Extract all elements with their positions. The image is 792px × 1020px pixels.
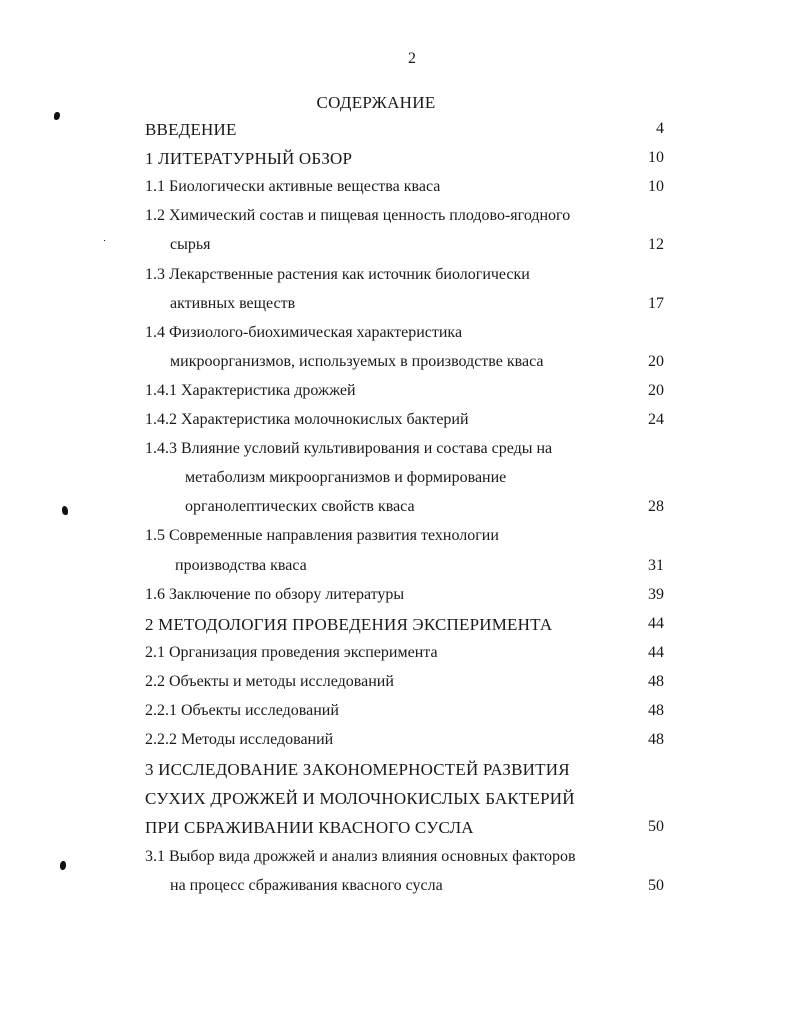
toc-entry-continuation: органолептических свойств кваса [185, 498, 415, 516]
toc-entry-title: ВВЕДЕНИЕ [145, 120, 237, 139]
toc-entry-page-number: 50 [648, 818, 664, 836]
toc-entry-title: 1.3 Лекарственные растения как источник биологически [145, 265, 530, 283]
toc-entry-continuation: метаболизм микроорганизмов и формирование [185, 469, 507, 487]
page-number: 2 [408, 50, 416, 67]
toc-entry-title: 1.6 Заключение по обзору литературы [145, 585, 405, 603]
toc-entry-page-number: 20 [648, 381, 664, 399]
toc-entry-page-number: 17 [648, 294, 664, 312]
toc-entry-page-number: 48 [648, 672, 664, 690]
toc-entry-page-number: 44 [648, 643, 664, 661]
toc-entry-title: 1.1 Биологически активные вещества кваса [145, 178, 441, 196]
toc-entry-title: 2 МЕТОДОЛОГИЯ ПРОВЕДЕНИЯ ЭКСПЕРИМЕНТА [145, 614, 553, 634]
scan-speck [54, 112, 60, 120]
toc-entry-title: 3 ИССЛЕДОВАНИЕ ЗАКОНОМЕРНОСТЕЙ РАЗВИТИЯ [145, 760, 570, 780]
toc-entry-continuation: СУХИХ ДРОЖЖЕЙ И МОЛОЧНОКИСЛЫХ БАКТЕРИЙ [145, 789, 575, 809]
toc-entry-page-number: 12 [648, 236, 664, 254]
toc-entry-continuation: на процесс сбраживания квасного сусла [170, 876, 443, 894]
toc-entry-page-number: 10 [648, 149, 664, 167]
toc-entry-continuation: активных веществ [170, 294, 296, 312]
toc-entry-title: 1.5 Современные направления развития технологии [145, 527, 499, 545]
toc-entry-page-number: 50 [648, 876, 664, 894]
toc-entry-page-number: 20 [648, 352, 664, 370]
toc-entry-page-number: 28 [648, 498, 664, 516]
toc-entry-title: 1.2 Химический состав и пищевая ценность плодово-ягодного [145, 207, 571, 225]
toc-entry-continuation: производства кваса [175, 556, 307, 574]
toc-entry-title: 2.2.2 Методы исследований [145, 731, 334, 749]
toc-entry-page-number: 10 [648, 178, 664, 196]
toc-entry-page-number: 48 [648, 731, 664, 749]
toc-entry-page-number: 31 [648, 556, 664, 574]
toc-entry-title: 1.4.3 Влияние условий культивирования и состава среды на [145, 440, 553, 458]
toc-entry-page-number: 48 [648, 702, 664, 719]
toc-entry-title: 3.1 Выбор вида дрожжей и анализ влияния основных факторов [145, 847, 576, 865]
scan-speck [62, 506, 68, 515]
toc-entry-title: 1.4.2 Характеристика молочнокислых бактерий [145, 411, 469, 428]
toc-entry-page-number: 24 [648, 411, 664, 428]
toc-entry-continuation: ПРИ СБРАЖИВАНИИ КВАСНОГО СУСЛА [145, 818, 474, 838]
scan-speck [60, 861, 66, 870]
toc-entry-title: 2.1 Организация проведения эксперимента [145, 643, 438, 661]
toc-entry-title: 1.4.1 Характеристика дрожжей [145, 381, 356, 399]
toc-entry-continuation: микроорганизмов, используемых в производстве кваса [170, 352, 544, 370]
toc-entry-title: 1.4 Физиолого-биохимическая характеристика [145, 323, 463, 341]
scan-speck [104, 240, 105, 241]
toc-title: СОДЕРЖАНИЕ [316, 93, 436, 112]
toc-entry-continuation: сырья [170, 236, 211, 254]
toc-entry-title: 2.2.1 Объекты исследований [145, 702, 339, 719]
toc-entry-title: 1 ЛИТЕРАТУРНЫЙ ОБЗОР [145, 149, 353, 169]
toc-entry-page-number: 44 [648, 614, 664, 632]
toc-entry-page-number: 39 [648, 585, 664, 603]
toc-entry-title: 2.2 Объекты и методы исследований [145, 672, 394, 690]
toc-entry-page-number: 4 [656, 120, 664, 137]
